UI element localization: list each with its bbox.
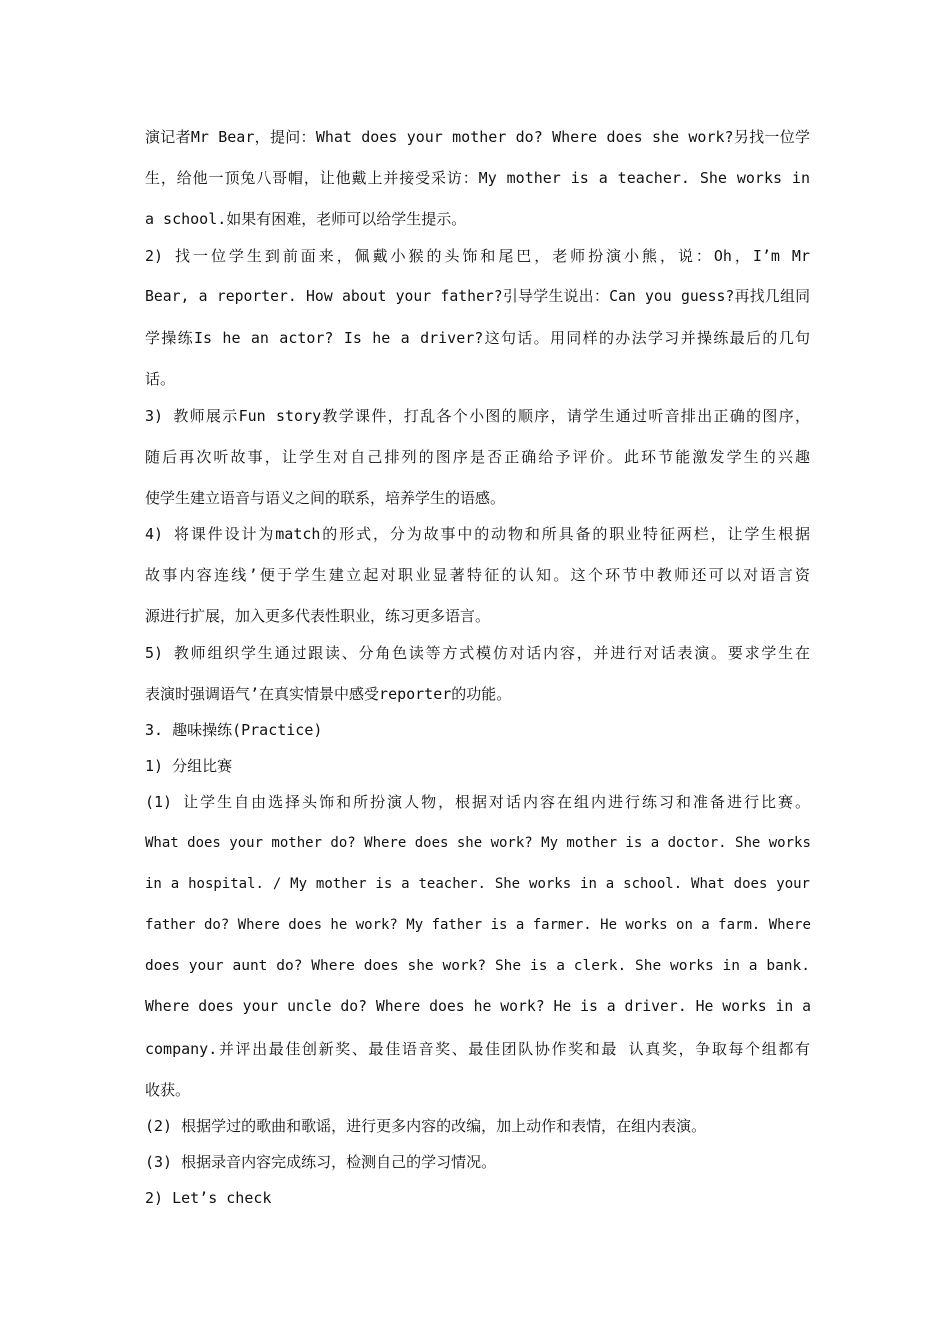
paragraph-line: Where does your uncle do? Where does he work? He is a driver. He works in a (145, 998, 812, 1015)
paragraph-line: What does your mother do? Where does she work? My mother is a doctor. She works (145, 835, 811, 851)
paragraph-line: father do? Where does he work? My father is a farmer. He works on a farm. Where (145, 917, 811, 933)
paragraph-line: company.并评出最佳创新奖、最佳语音奖、最佳团队协作奖和最 认真奖，争取每个组都有 (145, 1040, 810, 1058)
paragraph-line: 5) 教师组织学生通过跟读、分角色读等方式模仿对话内容，并进行对话表演。要求学生在 (145, 644, 810, 662)
paragraph-line: 学操练Is he an actor? Is he a driver?这句话。用同样的办法学习并操练最后的几句 (145, 329, 810, 347)
paragraph-line: 表演时强调语气’在真实情景中感受reporter的功能。 (145, 685, 512, 703)
section-heading: 3. 趣味操练(Practice) (145, 721, 323, 739)
paragraph-line: 3) 教师展示Fun story教学课件，打乱各个小图的顺序，请学生通过听音排出正确的图序， (145, 407, 810, 425)
subsection-heading: 1) 分组比赛 (145, 757, 233, 775)
paragraph-line: 使学生建立语音与语义之间的联系，培养学生的语感。 (145, 489, 506, 507)
subsection-heading: 2) Let’s check (145, 1189, 272, 1207)
paragraph-line: (2) 根据学过的歌曲和歌谣，进行更多内容的改编，加上动作和表情，在组内表演。 (145, 1117, 707, 1135)
paragraph-line: 收获。 (145, 1081, 191, 1099)
paragraph-line: 故事内容连线’便于学生建立起对职业显著特征的认知。这个环节中教师还可以对语言资 (145, 566, 810, 584)
paragraph-line: 源进行扩展，加入更多代表性职业，练习更多语言。 (145, 607, 491, 625)
paragraph-line: in a hospital. / My mother is a teacher. She works in a school. What does your (145, 876, 810, 892)
paragraph-line: 随后再次听故事，让学生对自己排列的图序是否正确给予评价。此环节能激发学生的兴趣 (145, 448, 810, 466)
paragraph-line: a school.如果有困难，老师可以给学生提示。 (145, 210, 467, 228)
paragraph-line: Bear, a reporter. How about your father?引导学生说出：Can you guess?再找几组同 (145, 288, 810, 305)
paragraph-line: 2) 找一位学生到前面来，佩戴小猴的头饰和尾巴，老师扮演小熊，说：Oh，I’m Mr (145, 247, 810, 265)
paragraph-line: (3) 根据录音内容完成练习，检测自己的学习情况。 (145, 1153, 497, 1171)
paragraph-line: (1) 让学生自由选择头饰和所扮演人物，根据对话内容在组内进行练习和准备进行比赛。 (145, 793, 810, 811)
paragraph-line: 生，给他一顶兔八哥帽，让他戴上并接受采访：My mother is a teacher. She works in (145, 169, 810, 187)
paragraph-line: does your aunt do? Where does she work? She is a clerk. She works in a bank. (145, 958, 810, 974)
paragraph-line: 4) 将课件设计为match的形式，分为故事中的动物和所具备的职业特征两栏，让学生根据 (145, 525, 810, 543)
paragraph-line: 演记者Mr Bear，提问：What does your mother do? Where does she work?另找一位学 (145, 128, 810, 146)
paragraph-line: 话。 (145, 370, 176, 388)
